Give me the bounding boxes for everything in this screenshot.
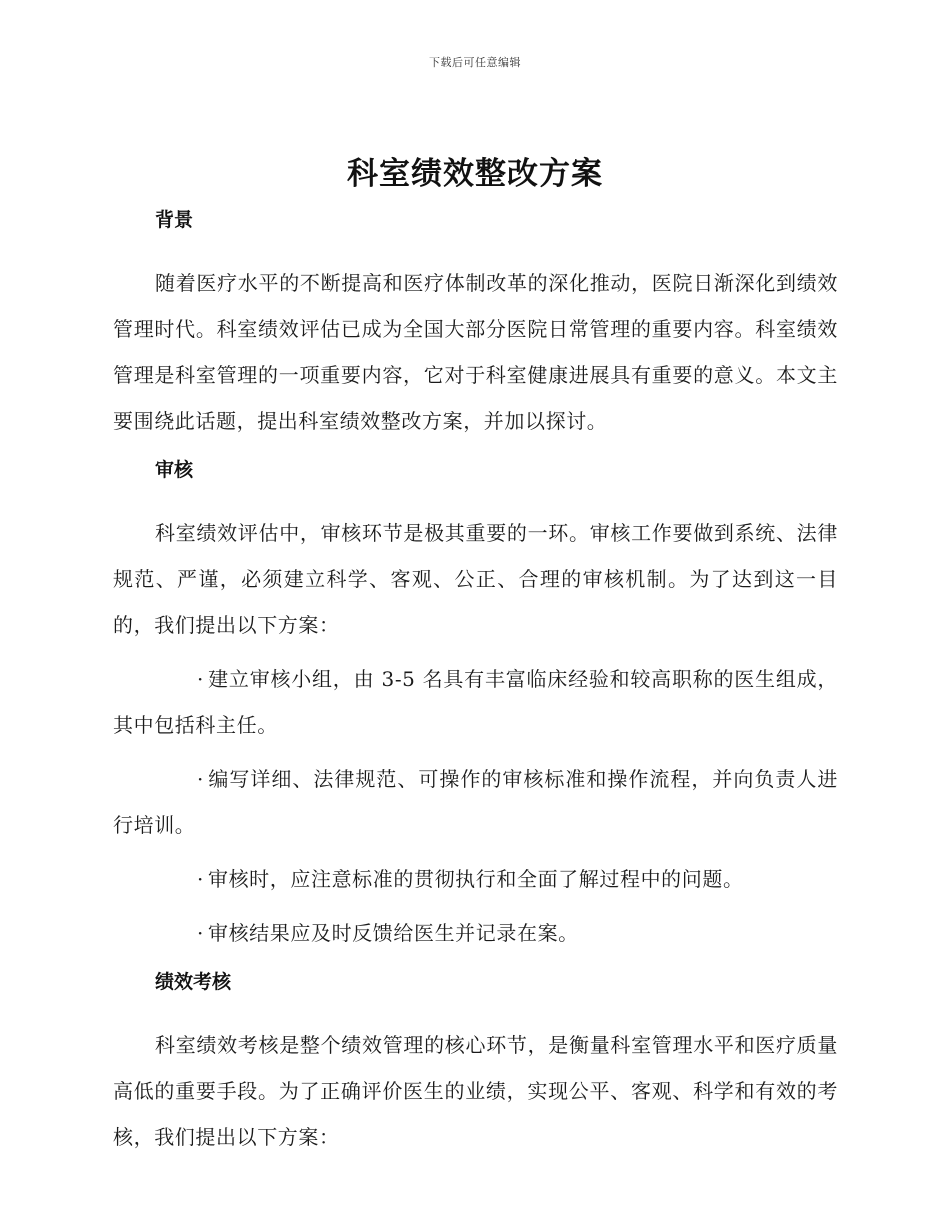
- document-body: [113, 204, 838, 1168]
- bullet-item: [113, 910, 838, 956]
- section-performance-evaluation: [113, 966, 838, 1160]
- body-paragraph: 随着医疗水平的不断提高和医疗体制改革的深化推动，医院日渐深化到绩效管理时代。科室绩效评估已成为全国大部分医院日常管理的重要内容。科室绩效管理是科室管理的一项重要内容，它对于科室健康进展具有重要的意义。本文主要围绕此话题，提出科室绩效整改方案，并加以探讨。: [113, 271, 838, 433]
- bullet-item: [113, 856, 838, 902]
- bullet-dot-icon: ·: [197, 767, 204, 791]
- section-heading: 审核: [155, 459, 194, 481]
- section-review: [113, 454, 838, 956]
- bullet-dot-icon: ·: [197, 921, 204, 945]
- bullet-text: 审核时，应注意标准的贯彻执行和全面了解过程中的问题。: [207, 867, 744, 891]
- section-background: [113, 204, 838, 444]
- bullet-text: 编写详细、法律规范、可操作的审核标准和操作流程，并向负责人进行培训。: [113, 767, 838, 837]
- bullet-text: 审核结果应及时反馈给医生并记录在案。: [207, 921, 579, 945]
- bullet-text: 建立审核小组，由 3-5 名具有丰富临床经验和较高职称的医生组成，其中包括科主任。: [113, 667, 838, 737]
- bullet-item: [113, 656, 838, 748]
- bullet-item: [113, 756, 838, 848]
- bullet-dot-icon: ·: [197, 867, 204, 891]
- body-paragraph: 科室绩效考核是整个绩效管理的核心环节，是衡量科室管理水平和医疗质量高低的重要手段。为了正确评价医生的业绩，实现公平、客观、科学和有效的考核，我们提出以下方案：: [113, 1033, 838, 1149]
- page-header-note: 下载后可任意编辑: [429, 56, 521, 69]
- bullet-dot-icon: ·: [197, 667, 204, 691]
- section-heading: 背景: [155, 209, 194, 231]
- section-heading: 绩效考核: [155, 971, 232, 993]
- document-title: 科室绩效整改方案: [347, 156, 603, 192]
- body-paragraph: 科室绩效评估中，审核环节是极其重要的一环。审核工作要做到系统、法律规范、严谨，必须建立科学、客观、公正、合理的审核机制。为了达到这一目的，我们提出以下方案：: [113, 521, 838, 637]
